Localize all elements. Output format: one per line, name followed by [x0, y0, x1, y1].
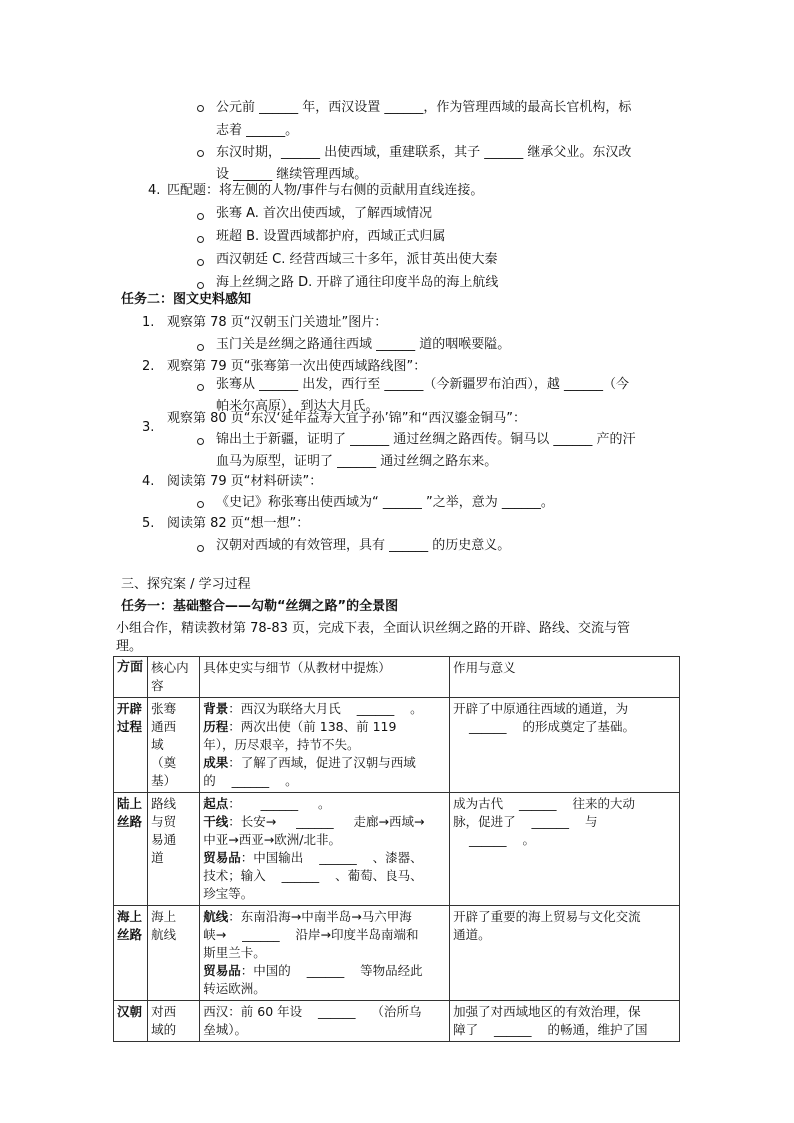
answer-line: 汉朝对西域的有效管理，具有 ______ 的历史意义。 [216, 538, 511, 553]
aspect-cell [114, 1001, 148, 1042]
fact-line [203, 867, 446, 885]
table-row [114, 906, 680, 1001]
list-number: 4. [142, 474, 155, 489]
bullet-line: 东汉时期，______ 出使西域，重建联系，其子 ______ 继承父业。东汉改 [216, 145, 632, 160]
aspect-cell [114, 906, 148, 1001]
fact-text: 西汉：前 60 年设 ______ （治所乌 [203, 1004, 422, 1019]
answer-line: 锦出土于新疆，证明了 ______ 通过丝绸之路西传。铜马以 ______ 产的汗 [216, 432, 636, 447]
fact-line [203, 813, 446, 831]
core-cell [148, 906, 200, 1001]
core-line: 路线 [151, 796, 177, 811]
fact-text: ：东南沿海→中南半岛→马六甲海 [228, 909, 412, 924]
core-line: 基） [151, 773, 177, 788]
table-row [114, 698, 680, 793]
fact-text: 年），历尽艰辛，持节不失。 [203, 737, 360, 752]
bullet-line: 公元前 ______ 年，西汉设置 ______，作为管理西域的最高长官机构，标 [216, 100, 632, 115]
fact-line [203, 795, 446, 813]
header-cell [148, 657, 200, 698]
meaning-line: ______ 的形成奠定了基础。 [453, 719, 635, 734]
header-facts: 具体史实与细节（从教材中提炼） [203, 660, 391, 675]
fact-text: 斯里兰卡。 [203, 945, 266, 960]
answer-line: 玉门关是丝绸之路通往西域 ______ 道的咽喉要隘。 [216, 337, 511, 352]
header-meaning: 作用与意义 [453, 660, 516, 675]
meaning-line: 加强了对西域地区的有效治理，保 [453, 1004, 641, 1019]
header-aspect: 方面 [117, 660, 144, 675]
fact-line [203, 700, 446, 718]
meaning-line: 成为古代 ______ 往来的大动 [453, 796, 635, 811]
fact-text: 技术；输入 ______ 、葡萄、良马、 [203, 868, 423, 883]
fact-line [203, 1021, 446, 1039]
fact-text: 转运欧洲。 [203, 981, 266, 996]
table-row [114, 1001, 680, 1042]
fact-line [203, 772, 446, 790]
match-item: 张骞 A. 首次出使西域，了解西域情况 [216, 206, 433, 221]
bullet-icon [197, 282, 204, 289]
meaning-cell [450, 1001, 680, 1042]
question-text: 匹配题：将左侧的人物/事件与右侧的贡献用直线连接。 [167, 183, 484, 198]
fact-line [203, 885, 446, 903]
summary-table [113, 656, 680, 1042]
fact-text: ：两次出使（前 138、前 119 [228, 719, 397, 734]
aspect-label: 汉朝 [117, 1004, 143, 1019]
fact-line [203, 736, 446, 754]
fact-text: 珍宝等。 [203, 886, 254, 901]
fact-line [203, 980, 446, 998]
fact-text: 中亚→西亚→欧洲/北非。 [203, 832, 341, 847]
answer-line: 张骞从 ______ 出发，西行至 ______（今新疆罗布泊西），越 ______（今 [216, 377, 630, 392]
bullet-icon [197, 105, 204, 112]
table-row [114, 793, 680, 906]
facts-cell [200, 1001, 450, 1042]
fact-line [203, 908, 446, 926]
meaning-line: 开辟了中原通往西域的通道，为 [453, 701, 629, 716]
intro-text-cont: 理。 [116, 639, 143, 654]
bullet-icon [197, 236, 204, 243]
core-line: 域的 [151, 1022, 177, 1037]
bullet-icon [197, 501, 204, 508]
answer-line: 《史记》称张骞出使西域为“ ______ ”之举，意为 ______。 [216, 495, 554, 510]
fact-text: 的 ______ 。 [203, 773, 298, 788]
core-cell [148, 1001, 200, 1042]
core-line: 道 [151, 850, 164, 865]
aspect-cell [114, 793, 148, 906]
bullet-icon [197, 344, 204, 351]
fact-line [203, 926, 446, 944]
fact-text: ：中国输出 ______ 、漆器、 [240, 850, 423, 865]
meaning-line: 障了 ______ 的畅通，维护了国 [453, 1022, 648, 1037]
aspect-label: 陆上丝路 [117, 796, 143, 829]
meaning-cell [450, 906, 680, 1001]
core-line: 与贸 [151, 814, 177, 829]
meaning-cell [450, 793, 680, 906]
core-cell [148, 793, 200, 906]
fact-text: ： ______ 。 [228, 796, 331, 811]
core-line: 域 [151, 737, 164, 752]
meaning-line: ______ 。 [453, 832, 535, 847]
fact-label: 贸易品 [203, 963, 241, 978]
meaning-cell [450, 698, 680, 793]
core-line: 航线 [151, 927, 177, 942]
list-number: 2. [142, 359, 155, 374]
question-text: 观察第 79 页“张骞第一次出使西域路线图”： [167, 359, 427, 374]
core-line: 对西 [151, 1004, 177, 1019]
facts-cell [200, 793, 450, 906]
fact-line [203, 944, 446, 962]
fact-label: 成果 [203, 755, 229, 770]
fact-line [203, 718, 446, 736]
bullet-icon [197, 384, 204, 391]
header-core: 核心内容 [151, 660, 189, 693]
fact-line [203, 962, 446, 980]
fact-label: 起点 [203, 796, 229, 811]
fact-text: ：了解了西域，促进了汉朝与西域 [228, 755, 416, 770]
bullet-icon [197, 545, 204, 552]
bullet-icon [197, 213, 204, 220]
aspect-label: 海上丝路 [117, 909, 143, 942]
answer-line-cont: 帕米尔高原），到达大月氏。 [216, 399, 379, 414]
header-cell [114, 657, 148, 698]
core-line: 易通 [151, 832, 177, 847]
section-heading: 三、探究案 / 学习过程 [121, 577, 251, 592]
intro-text: 小组合作，精读教材第 78-83 页，完成下表，全面认识丝绸之路的开辟、路线、交流与管 [116, 621, 631, 636]
fact-line [203, 849, 446, 867]
fact-label: 航线 [203, 909, 229, 924]
task-heading: 任务二：图文史料感知 [121, 292, 252, 307]
core-line: 张骞 [151, 701, 177, 716]
fact-text: 垒城）。 [203, 1022, 248, 1037]
bullet-icon [197, 259, 204, 266]
question-text: 观察第 78 页“汉朝玉门关遗址”图片： [167, 315, 388, 330]
match-item: 班超 B. 设置西域都护府，西域正式归属 [216, 229, 446, 244]
bullet-icon [197, 150, 204, 157]
header-cell [450, 657, 680, 698]
bullet-icon [197, 438, 204, 445]
fact-label: 历程 [203, 719, 229, 734]
header-cell [200, 657, 450, 698]
core-cell [148, 698, 200, 793]
question-text: 观察第 80 页“东汉‘延年益寿大宜子孙’锦”和“西汉鎏金铜马”： [167, 411, 527, 426]
question-text: 阅读第 82 页“想一想”： [167, 516, 310, 531]
list-number: 3. [142, 420, 155, 435]
answer-line-cont: 血马为原型，证明了 ______ 通过丝绸之路东来。 [216, 454, 498, 469]
facts-cell [200, 906, 450, 1001]
list-number: 5. [142, 516, 155, 531]
core-line: （奠 [151, 755, 177, 770]
fact-text: ：西汉为联络大月氏 ______ 。 [228, 701, 423, 716]
fact-label: 贸易品 [203, 850, 241, 865]
task-heading: 任务一：基础整合——勾勒“丝绸之路”的全景图 [121, 599, 399, 614]
aspect-cell [114, 698, 148, 793]
question-text: 阅读第 79 页“材料研读”： [167, 474, 323, 489]
meaning-line: 通道。 [453, 927, 491, 942]
facts-cell [200, 698, 450, 793]
core-line: 通西 [151, 719, 177, 734]
fact-label: 背景 [203, 701, 229, 716]
fact-label: 干线 [203, 814, 229, 829]
list-number: 1. [142, 315, 155, 330]
fact-text: ：中国的 ______ 等物品经此 [240, 963, 423, 978]
meaning-line: 开辟了重要的海上贸易与文化交流 [453, 909, 641, 924]
bullet-line-cont: 志着 ______。 [216, 123, 299, 138]
aspect-label: 开辟过程 [117, 701, 143, 734]
table-header-row [114, 657, 680, 698]
fact-line [203, 1003, 446, 1021]
fact-line [203, 754, 446, 772]
fact-text: 峡→ ______ 沿岸→印度半岛南端和 [203, 927, 419, 942]
meaning-line: 脉，促进了 ______ 与 [453, 814, 598, 829]
bullet-line-cont: 设 ______ 继续管理西域。 [216, 167, 368, 182]
list-number: 4. [148, 183, 161, 198]
fact-line [203, 831, 446, 849]
core-line: 海上 [151, 909, 177, 924]
match-item: 海上丝绸之路 D. 开辟了通往印度半岛的海上航线 [216, 275, 499, 290]
match-item: 西汉朝廷 C. 经营西域三十多年，派甘英出使大秦 [216, 252, 498, 267]
fact-text: ：长安→ ______ 走廊→西域→ [228, 814, 425, 829]
